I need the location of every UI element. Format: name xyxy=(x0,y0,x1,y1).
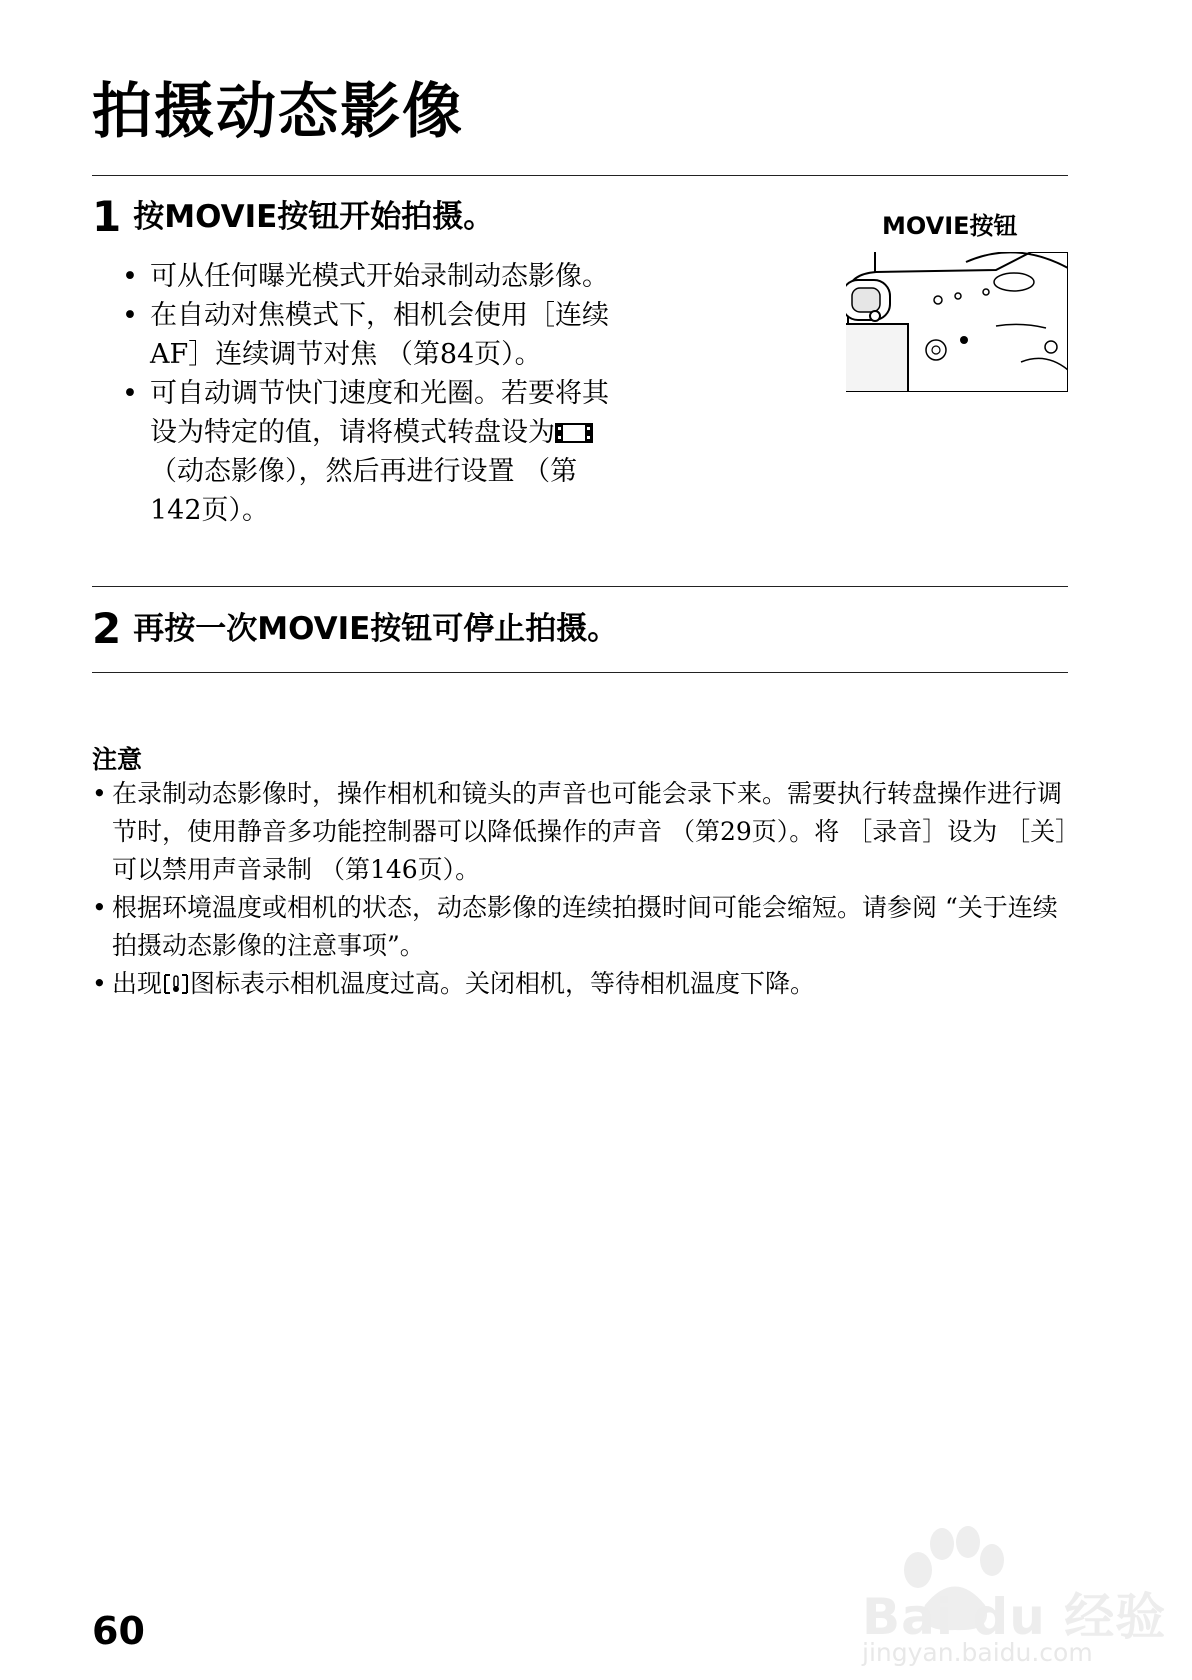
step-1-bullet xyxy=(122,374,612,530)
step-1-bullet: • 在自动对焦模式下，相机会使用［连续AF］连续调节对焦 （第84页）。 xyxy=(122,296,612,374)
divider-bottom xyxy=(92,672,1068,673)
page-number: 60 xyxy=(92,1609,145,1653)
step-1-heading xyxy=(92,192,495,241)
step-2-number: 2 xyxy=(92,604,122,653)
note-item xyxy=(92,965,1068,1003)
watermark-url: jingyan.baidu.com xyxy=(862,1638,1093,1667)
notes-title: 注意 xyxy=(92,745,143,774)
step-1-text: 按MOVIE按钮开始拍摄。 xyxy=(133,199,495,235)
note-item: • 根据环境温度或相机的状态，动态影像的连续拍摄时间可能会缩短。请参阅 “关于连续拍摄动态影像的注意事项”。 xyxy=(92,889,1068,965)
divider-top xyxy=(92,175,1068,176)
step-1-bullet: • 可从任何曝光模式开始录制动态影像。 xyxy=(122,257,612,296)
notes-list xyxy=(92,775,1068,1003)
step-1-bullets xyxy=(122,257,612,530)
step-2-heading xyxy=(92,604,619,653)
note-item-text-a: 出现 xyxy=(112,969,163,998)
step-1-bullet-text-b: （动态影像），然后再进行设置 （第142页）。 xyxy=(150,456,578,526)
step-2-text: 再按一次MOVIE按钮可停止拍摄。 xyxy=(133,611,619,647)
note-item-text-b: 图标表示相机温度过高。关闭相机，等待相机温度下降。 xyxy=(190,969,816,998)
divider-middle xyxy=(92,586,1068,587)
movie-mode-icon xyxy=(555,421,593,445)
step-1-number: 1 xyxy=(92,192,122,241)
watermark-brand: Bai du 经验 xyxy=(862,1588,1167,1646)
overheat-warning-icon xyxy=(162,972,190,996)
camera-illustration-icon xyxy=(846,252,1068,392)
note-item: • 在录制动态影像时，操作相机和镜头的声音也可能会录下来。需要执行转盘操作进行调节时，使用静音多功能控制器可以降低操作的声音 （第29页）。将 ［录音］设为 ［关］可以禁用声音录制 （第146页）。 xyxy=(92,775,1068,889)
step-1-bullet-text-a: 可自动调节快门速度和光圈。若要将其设为特定的值，请将模式转盘设为 xyxy=(150,378,609,448)
movie-button-label: MOVIE按钮 xyxy=(882,212,1018,240)
page-title: 拍摄动态影像 xyxy=(92,77,464,147)
